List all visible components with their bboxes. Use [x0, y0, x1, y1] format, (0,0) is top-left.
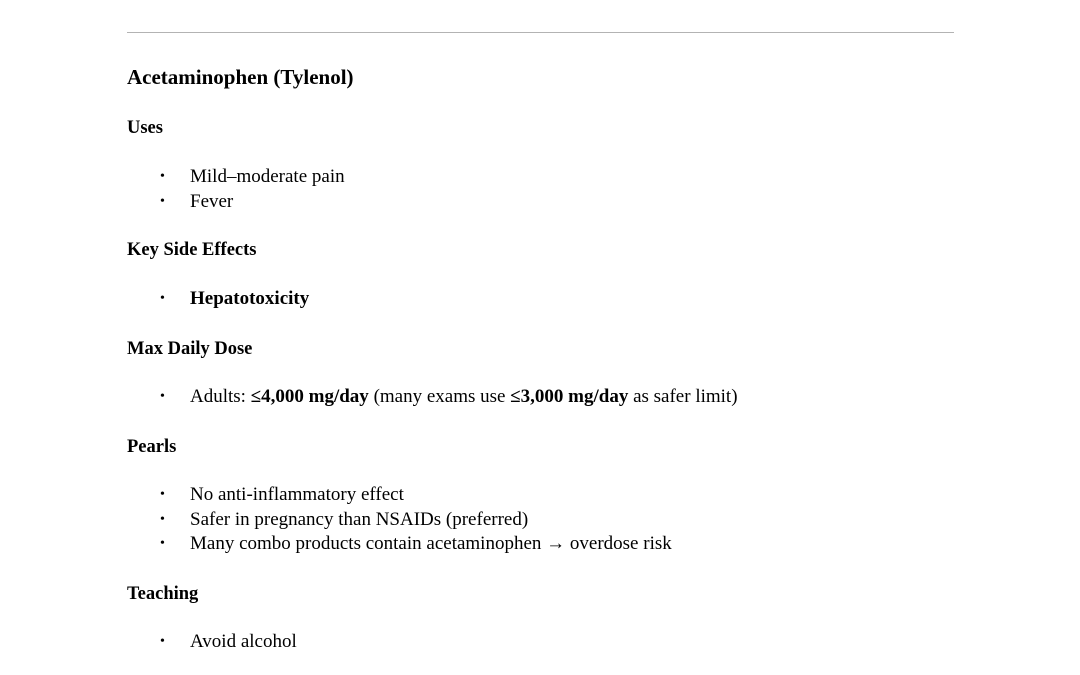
list-item-text: Hepatotoxicity [190, 288, 310, 309]
page-title: Acetaminophen (Tylenol) [127, 65, 354, 89]
list-item-text: Mild–moderate pain [190, 166, 345, 187]
max-dose-prefix: Adults: [190, 386, 251, 407]
section-heading-pearls: Pearls [127, 437, 177, 457]
bullet-icon: • [160, 634, 165, 649]
bullet-icon: • [160, 389, 165, 404]
top-divider [127, 32, 954, 33]
section-heading-uses: Uses [127, 118, 163, 138]
list-item-text: No anti-inflammatory effect [190, 484, 404, 505]
bullet-icon: • [160, 193, 165, 209]
max-dose-text [190, 385, 738, 409]
list-item-text: Many combo products contain acetaminophen → overdose risk [190, 533, 672, 554]
section-heading-teaching: Teaching [127, 584, 199, 604]
bullet-icon: • [160, 487, 165, 502]
bullet-icon: • [160, 169, 165, 184]
max-dose-suffix: as safer limit) [628, 386, 738, 407]
bullet-icon: • [160, 511, 165, 527]
list-item-text: Fever [190, 190, 234, 212]
list-item-text: Avoid alcohol [190, 631, 297, 652]
bullet-icon: • [160, 291, 165, 306]
max-dose-value: ≤4,000 mg/day [250, 386, 369, 407]
section-heading-max-dose: Max Daily Dose [127, 339, 253, 359]
safer-dose-value: ≤3,000 mg/day [510, 386, 629, 407]
section-heading-side-effects: Key Side Effects [127, 240, 257, 260]
bullet-icon: • [160, 536, 165, 551]
max-dose-middle: (many exams use [368, 386, 511, 407]
list-item-text: Safer in pregnancy than NSAIDs (preferred) [190, 508, 529, 530]
